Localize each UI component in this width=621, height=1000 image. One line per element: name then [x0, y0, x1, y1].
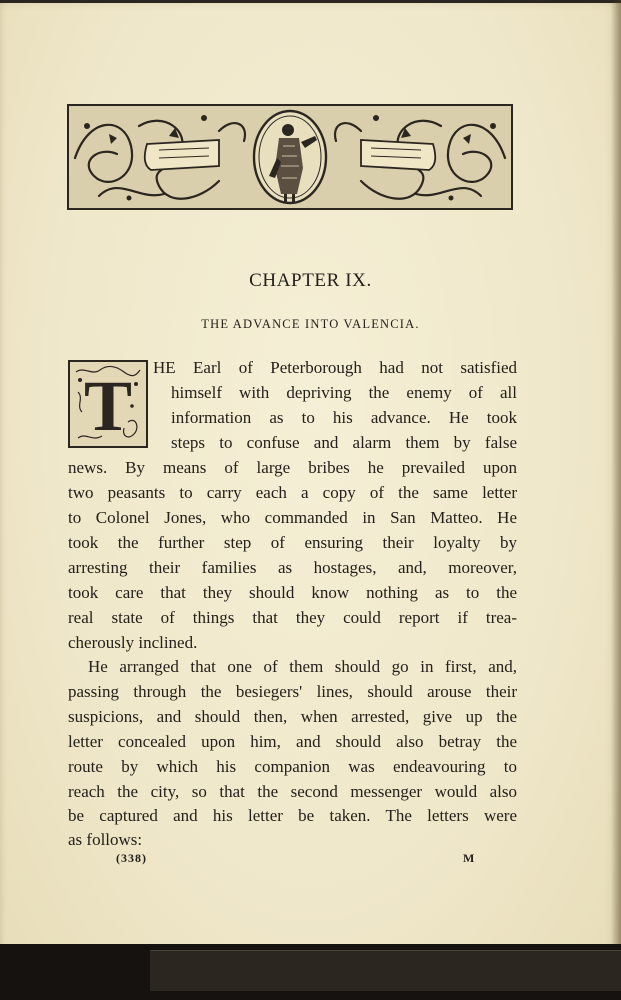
- page-right-edge-shadow: [611, 0, 621, 944]
- text-line: took the further step of ensuring their loyalty by: [68, 533, 517, 552]
- text-line: passing through the besiegers' lines, should arouse their: [68, 682, 517, 701]
- drop-cap-letter: T: [83, 366, 133, 446]
- drop-cap-ornament: [68, 360, 148, 448]
- text-line: to Colonel Jones, who commanded in San Matteo. He: [68, 508, 517, 527]
- text-line: be captured and his letter be taken. The letters were: [68, 806, 517, 825]
- page-top-edge: [0, 0, 621, 3]
- text-line: took care that they should know nothing as to the: [68, 583, 517, 602]
- chapter-headpiece-ornament: [67, 104, 513, 210]
- text-line: two peasants to carry each a copy of the same letter: [68, 483, 517, 502]
- text-line: information as to his advance. He took: [171, 408, 517, 427]
- text-line: HE Earl of Peterborough had not satisfied: [153, 358, 517, 377]
- book-board-edge: [150, 950, 621, 991]
- page-number: (338): [116, 851, 147, 865]
- text-line: as follows:: [68, 830, 143, 849]
- text-line: himself with depriving the enemy of all: [171, 383, 517, 402]
- text-line: He arranged that one of them should go in first, and,: [88, 657, 517, 676]
- text-line: suspicions, and should then, when arrested, give up the: [68, 707, 517, 726]
- signature-mark: M: [463, 851, 476, 865]
- text-line: reach the city, so that the second messenger would also: [68, 782, 517, 801]
- text-line: route by which his companion was endeavouring to: [68, 757, 517, 776]
- text-line: real state of things that they could report if trea-: [68, 608, 517, 627]
- text-line: news. By means of large bribes he prevailed upon: [68, 458, 517, 477]
- text-line: cherously inclined.: [68, 633, 198, 652]
- headpiece-illustration: [69, 106, 511, 208]
- chapter-subtitle: THE ADVANCE INTO VALENCIA.: [201, 317, 420, 331]
- text-line: letter concealed upon him, and should also betray the: [68, 732, 517, 751]
- text-line: arresting their families as hostages, and, moreover,: [68, 558, 517, 577]
- text-line: steps to confuse and alarm them by false: [171, 433, 517, 452]
- chapter-heading: CHAPTER IX.: [249, 270, 372, 291]
